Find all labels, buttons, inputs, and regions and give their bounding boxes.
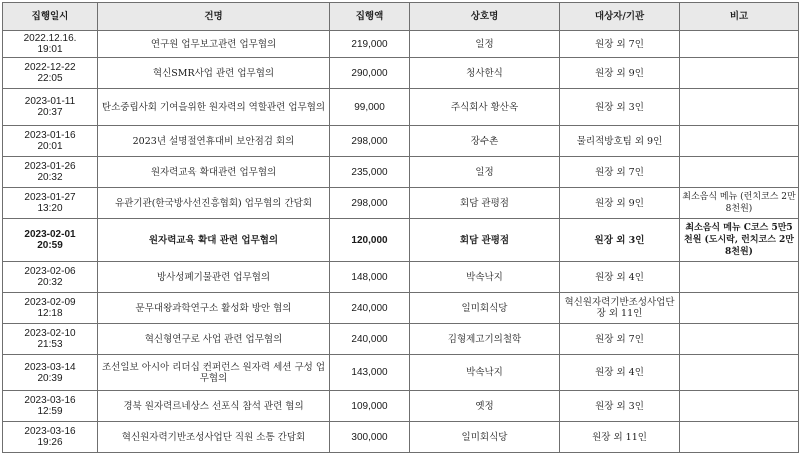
time-value: 20:32	[37, 172, 63, 183]
cell-target: 원장 외 7인	[560, 324, 680, 355]
table-row	[3, 422, 799, 453]
cell-note	[680, 262, 799, 293]
date-value: 2023-02-01	[24, 229, 76, 240]
cell-target: 원장 외 3인	[560, 89, 680, 126]
cell-vendor: 김형제고기의철학	[410, 324, 560, 355]
table-row	[3, 391, 799, 422]
cell-note	[680, 126, 799, 157]
header-date: 집행일시	[3, 3, 98, 31]
date-value: 2023-03-16	[24, 426, 76, 437]
cell-target: 원장 외 4인	[560, 262, 680, 293]
table-row	[3, 31, 799, 58]
cell-note	[680, 188, 799, 219]
table-row	[3, 355, 799, 391]
cell-date	[3, 31, 98, 58]
cell-target: 원장 외 7인	[560, 157, 680, 188]
cell-date	[3, 58, 98, 89]
cell-vendor: 옛정	[410, 391, 560, 422]
cell-target: 혁신원자력기반조성사업단장 외 11인	[560, 293, 680, 324]
cell-date	[3, 293, 98, 324]
cell-vendor: 청사한식	[410, 58, 560, 89]
date-value: 2023-01-16	[24, 130, 76, 141]
date-value: 2023-03-16	[24, 395, 76, 406]
table-row	[3, 89, 799, 126]
cell-vendor: 일미회식당	[410, 422, 560, 453]
cell-title: 원자력교육 확대관련 업무협의	[98, 157, 330, 188]
cell-vendor: 일정	[410, 157, 560, 188]
cell-date	[3, 422, 98, 453]
header-row	[3, 3, 799, 31]
cell-note	[680, 31, 799, 58]
cell-amount: 219,000	[330, 31, 410, 58]
time-value: 20:01	[37, 141, 63, 152]
cell-date	[3, 324, 98, 355]
cell-date	[3, 126, 98, 157]
cell-vendor: 회담 관평점	[410, 219, 560, 262]
cell-amount: 235,000	[330, 157, 410, 188]
cell-vendor: 박속낙지	[410, 355, 560, 391]
time-value: 13:20	[37, 203, 63, 214]
cell-title: 경북 원자력르네상스 선포식 참석 관련 협의	[98, 391, 330, 422]
table-row	[3, 262, 799, 293]
cell-target: 원장 외 7인	[560, 31, 680, 58]
date-value: 2022-12-22	[24, 62, 76, 73]
cell-vendor: 박속낙지	[410, 262, 560, 293]
cell-vendor: 회담 관평점	[410, 188, 560, 219]
cell-note	[680, 219, 799, 262]
cell-title: 방사성폐기물관련 업무협의	[98, 262, 330, 293]
cell-title: 2023년 설명절연휴대비 보안점검 회의	[98, 126, 330, 157]
header-amount: 집행액	[330, 3, 410, 31]
cell-date	[3, 89, 98, 126]
note-text: 최소음식 메뉴 C코스 5만5천원 (도시락, 런치코스 2만8천원)	[684, 223, 794, 257]
time-value: 19:01	[37, 44, 63, 55]
cell-amount: 143,000	[330, 355, 410, 391]
time-value: 12:59	[37, 406, 63, 417]
cell-vendor: 주식회사 황산옥	[410, 89, 560, 126]
cell-title: 문무대왕과학연구소 활성화 방안 협의	[98, 293, 330, 324]
cell-date	[3, 262, 98, 293]
table-row	[3, 219, 799, 262]
cell-title: 혁신원자력기반조성사업단 직원 소통 간담회	[98, 422, 330, 453]
cell-note	[680, 355, 799, 391]
table-row	[3, 157, 799, 188]
table-row	[3, 293, 799, 324]
cell-amount: 290,000	[330, 58, 410, 89]
cell-note	[680, 293, 799, 324]
cell-amount: 300,000	[330, 422, 410, 453]
date-value: 2023-01-27	[24, 192, 76, 203]
time-value: 20:59	[37, 240, 63, 251]
date-value: 2023-03-14	[24, 361, 76, 373]
cell-amount: 240,000	[330, 293, 410, 324]
cell-vendor: 일미회식당	[410, 293, 560, 324]
cell-note	[680, 422, 799, 453]
date-value: 2022.12.16.	[23, 33, 77, 44]
cell-date	[3, 157, 98, 188]
cell-title: 조선일보 아시아 리더십 컨퍼런스 원자력 세션 구성 업무협의	[98, 355, 330, 391]
time-value: 21:53	[37, 339, 63, 350]
cell-title: 혁신형연구로 사업 관련 업무협의	[98, 324, 330, 355]
table-row	[3, 58, 799, 89]
cell-note	[680, 391, 799, 422]
cell-note	[680, 58, 799, 89]
table-row	[3, 324, 799, 355]
date-value: 2023-01-11	[24, 96, 76, 107]
cell-target: 원장 외 3인	[560, 391, 680, 422]
time-value: 20:32	[37, 277, 63, 288]
date-value: 2023-02-06	[24, 266, 76, 277]
cell-vendor: 장수촌	[410, 126, 560, 157]
table-row	[3, 188, 799, 219]
time-value: 12:18	[37, 308, 63, 319]
cell-note	[680, 89, 799, 126]
header-title: 건명	[98, 3, 330, 31]
table-row	[3, 126, 799, 157]
cell-date	[3, 188, 98, 219]
cell-target: 원장 외 4인	[560, 355, 680, 391]
cell-vendor: 일정	[410, 31, 560, 58]
date-value: 2023-02-09	[24, 297, 76, 308]
cell-target: 원장 외 3인	[560, 219, 680, 262]
cell-amount: 120,000	[330, 219, 410, 262]
cell-title: 원자력교육 확대 관련 업무협의	[98, 219, 330, 262]
time-value: 20:39	[37, 372, 63, 384]
time-value: 19:26	[37, 437, 63, 448]
header-note: 비고	[680, 3, 799, 31]
date-value: 2023-01-26	[24, 161, 76, 172]
cell-amount: 298,000	[330, 188, 410, 219]
cell-amount: 148,000	[330, 262, 410, 293]
expense-table	[2, 2, 799, 453]
cell-note	[680, 324, 799, 355]
cell-target: 원장 외 9인	[560, 188, 680, 219]
cell-target: 원장 외 11인	[560, 422, 680, 453]
cell-title: 유관기관(한국방사선진흥협회) 업무협의 간담회	[98, 188, 330, 219]
cell-date	[3, 355, 98, 391]
header-vendor: 상호명	[410, 3, 560, 31]
cell-title: 탄소중립사회 기여을위한 원자력의 역할관련 업무협의	[98, 89, 330, 126]
cell-target: 원장 외 9인	[560, 58, 680, 89]
cell-title: 연구원 업무보고관련 업무협의	[98, 31, 330, 58]
cell-amount: 240,000	[330, 324, 410, 355]
cell-note	[680, 157, 799, 188]
cell-date	[3, 391, 98, 422]
cell-amount: 298,000	[330, 126, 410, 157]
header-target: 대상자/기관	[560, 3, 680, 31]
cell-date	[3, 219, 98, 262]
time-value: 20:37	[37, 107, 63, 118]
date-value: 2023-02-10	[24, 328, 76, 339]
cell-amount: 99,000	[330, 89, 410, 126]
cell-amount: 109,000	[330, 391, 410, 422]
cell-target: 물리적방호팀 외 9인	[560, 126, 680, 157]
cell-title: 혁신SMR사업 관련 업무협의	[98, 58, 330, 89]
note-text: 최소음식 메뉴 (런치코스 2만8천원)	[682, 192, 796, 214]
time-value: 22:05	[37, 73, 63, 84]
